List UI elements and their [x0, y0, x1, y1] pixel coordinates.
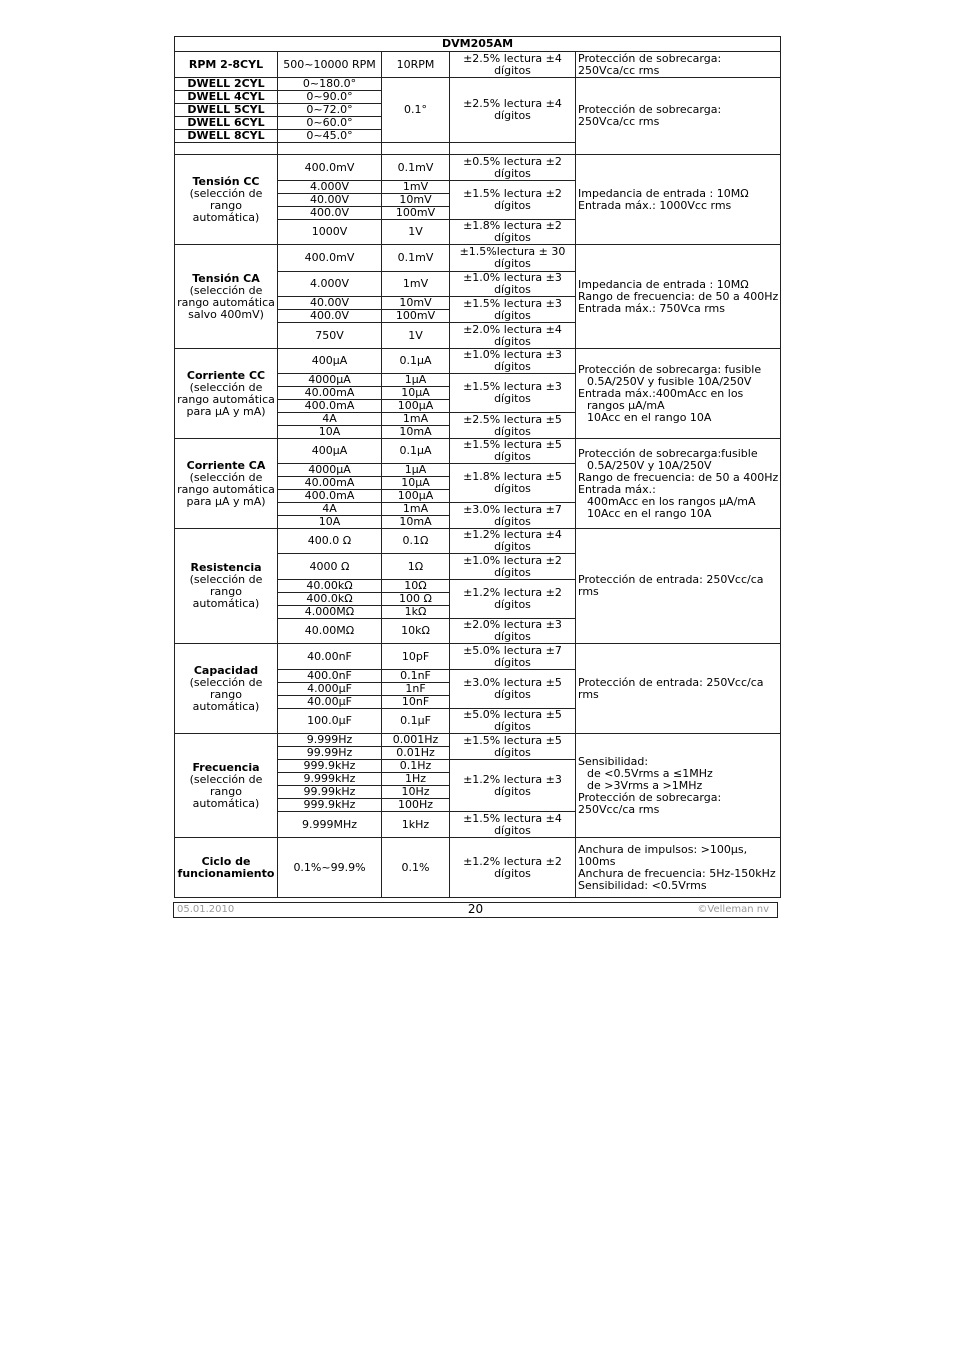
duty-resolution: 0.1% — [382, 838, 450, 898]
cap-range: 4.000µF — [278, 683, 382, 696]
dwell-label: DWELL 2CYL — [175, 78, 278, 91]
vdc-resolution: 100mV — [382, 207, 450, 220]
freq-range: 999.9kHz — [278, 799, 382, 812]
aac-resolution: 0.1µA — [382, 439, 450, 464]
vdc-resolution: 1V — [382, 220, 450, 245]
res-accuracy: ±1.0% lectura ±2 dígitos — [450, 554, 576, 580]
freq-range: 9.999MHz — [278, 812, 382, 838]
dwell-label: DWELL 6CYL — [175, 117, 278, 130]
adc-note — [576, 349, 781, 439]
adc-range: 40.00mA — [278, 387, 382, 400]
res-range: 4.000MΩ — [278, 606, 382, 619]
duty-note-line: Anchura de impulsos: >100µs, 100ms — [578, 842, 748, 868]
freq-range: 99.99kHz — [278, 786, 382, 799]
vac-range: 750V — [278, 323, 382, 349]
cap-resolution: 1nF — [382, 683, 450, 696]
rpm-note: Protección de sobrecarga: 250Vca/cc rms — [576, 52, 781, 78]
aac-resolution: 100µA — [382, 490, 450, 503]
freq-label: Frecuencia — [192, 760, 260, 774]
adc-resolution: 1µA — [382, 374, 450, 387]
rpm-range: 500~10000 RPM — [278, 52, 382, 78]
dwell-note: Protección de sobrecarga: 250Vca/cc rms — [576, 78, 781, 155]
adc-note-line: Protección de sobrecarga: fusible — [578, 362, 762, 376]
res-resolution: 1Ω — [382, 554, 450, 580]
vdc-accuracy: ±1.5% lectura ±2 dígitos — [450, 181, 576, 220]
cap-range: 40.00nF — [278, 644, 382, 670]
vdc-range: 1000V — [278, 220, 382, 245]
dwell-range: 0~60.0° — [278, 117, 382, 130]
adc-sub: (selección de rango automática para µA y mA) — [177, 380, 275, 418]
freq-resolution: 10Hz — [382, 786, 450, 799]
aac-resolution: 1µA — [382, 464, 450, 477]
res-resolution: 0.1Ω — [382, 529, 450, 554]
duty-label: Ciclo de funcionamiento — [175, 838, 278, 898]
cap-note: Protección de entrada: 250Vcc/ca rms — [576, 644, 781, 734]
vdc-resolution: 10mV — [382, 194, 450, 207]
vac-function — [175, 245, 278, 349]
vdc-note-line: Entrada máx.: 1000Vcc rms — [578, 198, 732, 212]
freq-note-line: Sensibilidad: — [578, 754, 649, 768]
cap-range: 40.00µF — [278, 696, 382, 709]
cap-function — [175, 644, 278, 734]
adc-note-line: 0.5A/250V y fusible 10A/250V — [587, 374, 752, 388]
aac-note-line: 10Acc en el rango 10A — [587, 506, 712, 520]
dwell-range: 0~72.0° — [278, 104, 382, 117]
freq-resolution: 0.01Hz — [382, 747, 450, 760]
aac-function — [175, 439, 278, 529]
aac-range: 400µA — [278, 439, 382, 464]
res-range: 400.0 Ω — [278, 529, 382, 554]
adc-note-line: rangos µA/mA — [587, 398, 665, 412]
vdc-range: 400.0mV — [278, 155, 382, 181]
vac-accuracy: ±2.0% lectura ±4 dígitos — [450, 323, 576, 349]
freq-sub: (selección de rango automática) — [189, 772, 263, 810]
res-resolution: 10kΩ — [382, 619, 450, 644]
adc-range: 400µA — [278, 349, 382, 374]
vdc-range: 4.000V — [278, 181, 382, 194]
freq-resolution: 100Hz — [382, 799, 450, 812]
freq-accuracy: ±1.2% lectura ±3 dígitos — [450, 760, 576, 812]
vac-resolution: 1mV — [382, 272, 450, 297]
cap-range: 100.0µF — [278, 709, 382, 734]
aac-accuracy: ±1.8% lectura ±5 dígitos — [450, 464, 576, 503]
aac-resolution: 10µA — [382, 477, 450, 490]
rpm-resolution: 10RPM — [382, 52, 450, 78]
dwell-label: DWELL 5CYL — [175, 104, 278, 117]
vac-resolution: 1V — [382, 323, 450, 349]
cap-sub: (selección de rango automática) — [189, 675, 263, 713]
dwell-resolution: 0.1° — [382, 78, 450, 143]
rpm-accuracy: ±2.5% lectura ±4 dígitos — [450, 52, 576, 78]
freq-range: 9.999Hz — [278, 734, 382, 747]
dwell-range: 0~180.0° — [278, 78, 382, 91]
vac-resolution: 10mV — [382, 297, 450, 310]
dwell-label: DWELL 4CYL — [175, 91, 278, 104]
vac-note-line: Entrada máx.: 750Vca rms — [578, 301, 725, 315]
vdc-note — [576, 155, 781, 245]
aac-range: 40.00mA — [278, 477, 382, 490]
footer-copyright: ©Velleman nv — [697, 904, 769, 915]
duty-range: 0.1%~99.9% — [278, 838, 382, 898]
adc-function — [175, 349, 278, 439]
vdc-resolution: 0.1mV — [382, 155, 450, 181]
res-resolution: 100 Ω — [382, 593, 450, 606]
duty-accuracy: ±1.2% lectura ±2 dígitos — [450, 838, 576, 898]
aac-accuracy: ±1.5% lectura ±5 dígitos — [450, 439, 576, 464]
aac-note — [576, 439, 781, 529]
freq-note-line: de >3Vrms a >1MHz — [587, 778, 703, 792]
res-range: 4000 Ω — [278, 554, 382, 580]
vac-note-line: Rango de frecuencia: de 50 a 400Hz — [578, 289, 779, 303]
res-label: Resistencia — [190, 561, 262, 574]
vac-resolution: 100mV — [382, 310, 450, 323]
vdc-range: 40.00V — [278, 194, 382, 207]
res-resolution: 10Ω — [382, 580, 450, 593]
vdc-range: 400.0V — [278, 207, 382, 220]
vac-accuracy: ±1.5%lectura ± 30 dígitos — [450, 245, 576, 272]
freq-note — [576, 734, 781, 838]
adc-resolution: 0.1µA — [382, 349, 450, 374]
adc-note-line: 10Acc en el rango 10A — [587, 410, 712, 424]
dwell-label: DWELL 8CYL — [175, 130, 278, 143]
vac-range: 400.0mV — [278, 245, 382, 272]
dwell-range: 0~90.0° — [278, 91, 382, 104]
freq-range: 999.9kHz — [278, 760, 382, 773]
adc-accuracy: ±1.0% lectura ±3 dígitos — [450, 349, 576, 374]
adc-range: 10A — [278, 426, 382, 439]
vac-note-line: Impedancia de entrada : 10MΩ — [578, 277, 749, 291]
cap-accuracy: ±5.0% lectura ±7 dígitos — [450, 644, 576, 670]
adc-accuracy: ±2.5% lectura ±5 dígitos — [450, 413, 576, 439]
res-range: 40.00kΩ — [278, 580, 382, 593]
res-accuracy: ±1.2% lectura ±4 dígitos — [450, 529, 576, 554]
adc-label: Corriente CC — [186, 368, 266, 382]
cap-accuracy: ±5.0% lectura ±5 dígitos — [450, 709, 576, 734]
vac-range: 4.000V — [278, 272, 382, 297]
cap-accuracy: ±3.0% lectura ±5 dígitos — [450, 670, 576, 709]
vac-range: 40.00V — [278, 297, 382, 310]
res-accuracy: ±2.0% lectura ±3 dígitos — [450, 619, 576, 644]
vdc-accuracy: ±1.8% lectura ±2 dígitos — [450, 220, 576, 245]
vdc-resolution: 1mV — [382, 181, 450, 194]
page-number: 20 — [467, 902, 484, 916]
freq-resolution: 1kHz — [382, 812, 450, 838]
vdc-function — [175, 155, 278, 245]
aac-note-line: Rango de frecuencia: de 50 a 400Hz — [578, 470, 779, 484]
cap-range: 400.0nF — [278, 670, 382, 683]
aac-range: 4A — [278, 503, 382, 516]
res-range: 400.0kΩ — [278, 593, 382, 606]
aac-range: 400.0mA — [278, 490, 382, 503]
aac-sub: (selección de rango automática para µA y mA) — [177, 470, 275, 508]
adc-resolution: 100µA — [382, 400, 450, 413]
vac-sub: (selección de rango automática salvo 400mV) — [177, 283, 275, 321]
freq-resolution: 0.1Hz — [382, 760, 450, 773]
adc-resolution: 10µA — [382, 387, 450, 400]
cap-label: Capacidad — [193, 663, 259, 677]
res-sub: (selección de rango automática) — [189, 573, 263, 610]
res-accuracy: ±1.2% lectura ±2 dígitos — [450, 580, 576, 619]
duty-note — [576, 838, 781, 898]
freq-note-line: Protección de sobrecarga: 250Vcc/ca rms — [578, 790, 722, 816]
freq-range: 9.999kHz — [278, 773, 382, 786]
adc-range: 400.0mA — [278, 400, 382, 413]
adc-range: 4A — [278, 413, 382, 426]
table-title: DVM205AM — [175, 37, 781, 52]
cap-resolution: 0.1nF — [382, 670, 450, 683]
rpm-label: RPM 2-8CYL — [175, 52, 278, 78]
vdc-note-line: Impedancia de entrada : 10MΩ — [578, 186, 749, 200]
cap-resolution: 10pF — [382, 644, 450, 670]
vac-accuracy: ±1.0% lectura ±3 dígitos — [450, 272, 576, 297]
cap-resolution: 0.1µF — [382, 709, 450, 734]
freq-function — [175, 734, 278, 838]
res-resolution: 1kΩ — [382, 606, 450, 619]
res-range: 40.00MΩ — [278, 619, 382, 644]
duty-note-line: Anchura de frecuencia: 5Hz-150kHz — [578, 866, 776, 880]
dwell-range: 0~45.0° — [278, 130, 382, 143]
aac-note-line: 400mAcc en los rangos µA/mA — [587, 494, 756, 508]
vdc-label: Tensión CC — [192, 174, 260, 188]
adc-range: 4000µA — [278, 374, 382, 387]
vac-accuracy: ±1.5% lectura ±3 dígitos — [450, 297, 576, 323]
vdc-accuracy: ±0.5% lectura ±2 dígitos — [450, 155, 576, 181]
aac-range: 4000µA — [278, 464, 382, 477]
res-function — [175, 529, 278, 644]
spec-table — [174, 36, 781, 898]
freq-note-line: de <0.5Vrms a ≤1MHz — [587, 766, 713, 780]
aac-note-line: Protección de sobrecarga:fusible — [578, 446, 758, 460]
vac-label: Tensión CA — [192, 271, 260, 285]
adc-accuracy: ±1.5% lectura ±3 dígitos — [450, 374, 576, 413]
duty-note-line: Sensibilidad: <0.5Vrms — [578, 878, 707, 892]
freq-resolution: 0.001Hz — [382, 734, 450, 747]
footer-date: 05.01.2010 — [177, 904, 235, 915]
aac-accuracy: ±3.0% lectura ±7 dígitos — [450, 503, 576, 529]
aac-range: 10A — [278, 516, 382, 529]
page-footer — [173, 902, 778, 918]
freq-accuracy: ±1.5% lectura ±5 dígitos — [450, 734, 576, 760]
aac-resolution: 1mA — [382, 503, 450, 516]
aac-resolution: 10mA — [382, 516, 450, 529]
cap-resolution: 10nF — [382, 696, 450, 709]
freq-accuracy: ±1.5% lectura ±4 dígitos — [450, 812, 576, 838]
dwell-accuracy: ±2.5% lectura ±4 dígitos — [450, 78, 576, 143]
aac-note-line: Entrada máx.: — [578, 482, 656, 496]
vdc-sub: (selección de rango automática) — [189, 186, 263, 224]
adc-resolution: 1mA — [382, 413, 450, 426]
vac-resolution: 0.1mV — [382, 245, 450, 272]
aac-note-line: 0.5A/250V y 10A/250V — [587, 458, 712, 472]
freq-range: 99.99Hz — [278, 747, 382, 760]
aac-label: Corriente CA — [186, 458, 266, 472]
adc-note-line: Entrada máx.:400mAcc en los — [578, 386, 744, 400]
vac-note — [576, 245, 781, 349]
vac-range: 400.0V — [278, 310, 382, 323]
adc-resolution: 10mA — [382, 426, 450, 439]
freq-resolution: 1Hz — [382, 773, 450, 786]
res-note: Protección de entrada: 250Vcc/ca rms — [576, 529, 781, 644]
